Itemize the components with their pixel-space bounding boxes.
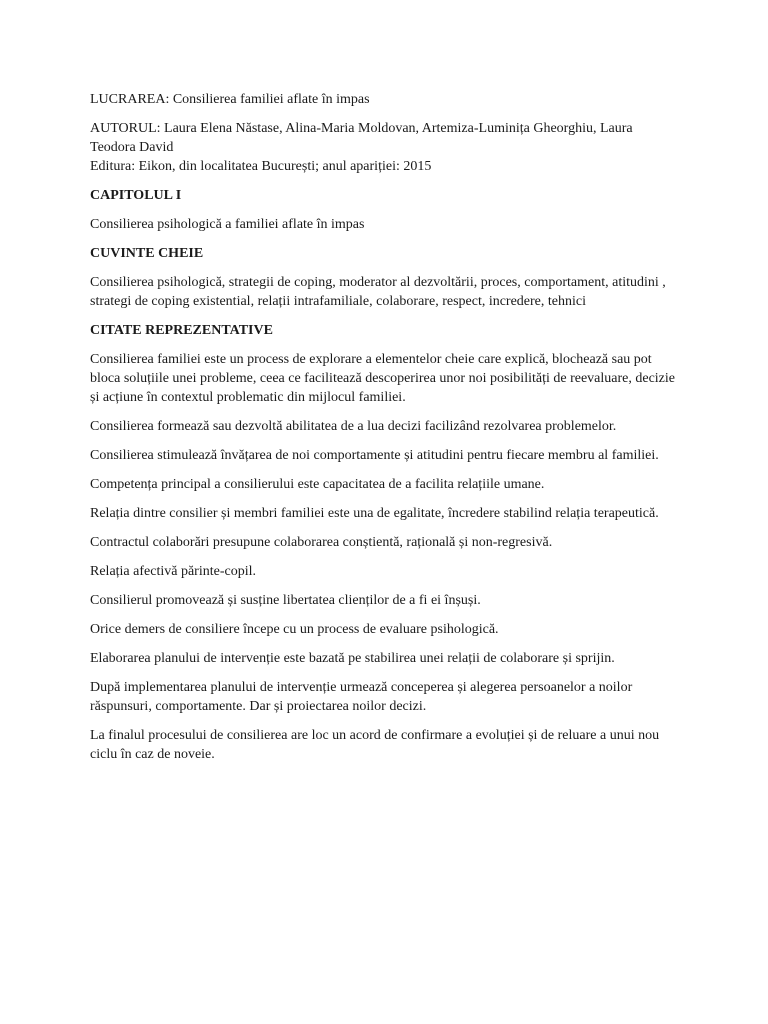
quote-paragraph: Consilierul promovează și susține libertatea clienților de a fi ei înșuși. [90,593,481,608]
quote-paragraph: Elaborarea planului de intervenție este bazată pe stabilirea unei relații de colaborare și sprijin. [90,651,615,666]
keywords-heading: CUVINTE CHEIE [90,246,204,261]
quotes-heading: CITATE REPREZENTATIVE [90,323,273,338]
quote-paragraph: După implementarea planului de intervenție urmează conceperea și alegerea persoanelor a noilor răspunsuri, comportamente. Dar și proiectarea noilor decizi. [90,680,633,714]
authors-line: AUTORUL: Laura Elena Năstase, Alina-Maria Moldovan, Artemiza-Luminița Gheorghiu, Laura Teodora David [90,121,633,155]
quote-paragraph: Competența principal a consilierului este capacitatea de a facilita relațiile umane. [90,477,545,492]
chapter-heading: CAPITOLUL I [90,188,182,203]
work-title: LUCRAREA: Consilierea familiei aflate în impas [90,92,370,107]
chapter-title: Consilierea psihologică a familiei aflate în impas [90,217,365,232]
document-body [90,90,680,774]
quote-paragraph: Consilierea formează sau dezvoltă abilitatea de a lua decizi facilizând rezolvarea problemelor. [90,419,617,434]
quote-paragraph: Contractul colaborări presupune colaborarea conștientă, rațională și non-regresivă. [90,535,553,550]
publisher-line: Editura: Eikon, din localitatea București; anul apariției: 2015 [90,159,432,174]
quote-paragraph: Relația afectivă părinte-copil. [90,564,256,579]
quote-paragraph: Orice demers de consiliere începe cu un process de evaluare psihologică. [90,622,499,637]
quote-paragraph: La finalul procesului de consilierea are loc un acord de confirmare a evoluției și de reluare a unui nou ciclu în caz de noveie. [90,728,660,762]
quote-paragraph: Consilierea stimulează învățarea de noi comportamente și atitudini pentru fiecare membru al familiei. [90,448,659,463]
quote-paragraph: Relația dintre consilier și membri familiei este una de egalitate, încredere stabilind relația terapeutică. [90,506,659,521]
quote-paragraph: Consilierea familiei este un process de explorare a elementelor cheie care explică, blochează sau pot bloca soluțiile unei probleme, ceea ce facilitează descoperirea unor noi posibilități de reevaluare, decizie și acțiune în contextul problematic din mijlocul familiei. [90,352,675,405]
keywords-text: Consilierea psihologică, strategii de coping, moderator al dezvoltării, proces, comportament, atitudini , strategi de coping existential, relații intrafamiliale, colaborare, respect, incredere, tehnici [90,275,666,309]
